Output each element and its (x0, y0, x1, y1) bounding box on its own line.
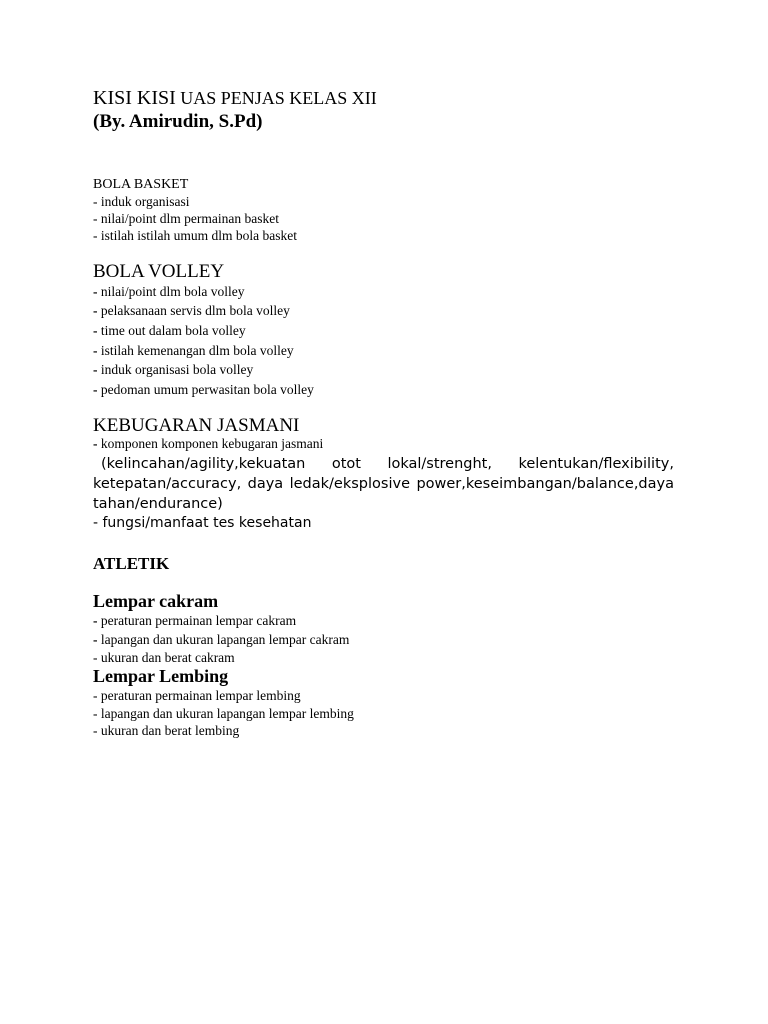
lembing-item-1: - peraturan permainan lempar lembing (93, 688, 301, 703)
doc-author: (By. Amirudin, S.Pd) (93, 111, 263, 132)
volley-item-5: - induk organisasi bola volley (93, 362, 254, 377)
basket-heading: BOLA BASKET (93, 177, 189, 192)
kebugaran-item-2: - fungsi/manfaat tes kesehatan (93, 515, 312, 531)
cakram-dash: - (93, 613, 98, 628)
volley-item-2: - pelaksanaan servis dlm bola volley (93, 303, 290, 318)
cakram-item-1: - peraturan permainan lempar cakram (93, 613, 297, 628)
title-prefix: KISI KISI (93, 87, 176, 109)
kebugaran-paragraph (93, 457, 674, 517)
kebugaran-item-1: - komponen komponen kebugaran jasmani (93, 436, 324, 451)
volley-item-6: - pedoman umum perwasitan bola volley (93, 382, 314, 397)
volley-item-1: - nilai/point dlm bola volley (93, 284, 245, 299)
volley-dash: - (93, 382, 98, 397)
kebugaran-heading: KEBUGARAN JASMANI (93, 415, 300, 436)
cakram-dash: - (93, 632, 98, 647)
paragraph-line-1: (kelincahan/agility,kekuatan otot lokal/strenght, kelentukan/flexibility, (101, 456, 674, 472)
volley-dash: - (93, 303, 98, 318)
basket-item-2: - nilai/point dlm permainan basket (93, 211, 279, 226)
lembing-heading: Lempar Lembing (93, 666, 229, 686)
volley-item-3: - time out dalam bola volley (93, 323, 246, 338)
doc-title (93, 88, 377, 108)
cakram-item-3: - ukuran dan berat cakram (93, 650, 235, 665)
basket-item-1: - induk organisasi (93, 194, 190, 209)
lembing-item-2: - lapangan dan ukuran lapangan lempar lembing (93, 706, 354, 721)
volley-heading: BOLA VOLLEY (93, 261, 225, 282)
atletik-heading: ATLETIK (93, 554, 170, 573)
volley-dash: - (93, 343, 98, 358)
paragraph-line-3: tahan/endurance) (93, 496, 223, 512)
lembing-item-3: - ukuran dan berat lembing (93, 723, 240, 738)
basket-item-3: - istilah istilah umum dlm bola basket (93, 228, 297, 243)
title-rest: UAS PENJAS KELAS XII (175, 88, 377, 108)
volley-dash: - (93, 323, 98, 338)
volley-item-4: - istilah kemenangan dlm bola volley (93, 343, 294, 358)
cakram-heading: Lempar cakram (93, 591, 219, 611)
volley-dash: - (93, 362, 98, 377)
volley-dash: - (93, 284, 98, 299)
kebugaran-dash: - (93, 436, 98, 451)
cakram-item-2: - lapangan dan ukuran lapangan lempar cakram (93, 632, 350, 647)
paragraph-line-2: ketepatan/accuracy, daya ledak/eksplosive power,keseimbangan/balance,daya (93, 476, 674, 492)
